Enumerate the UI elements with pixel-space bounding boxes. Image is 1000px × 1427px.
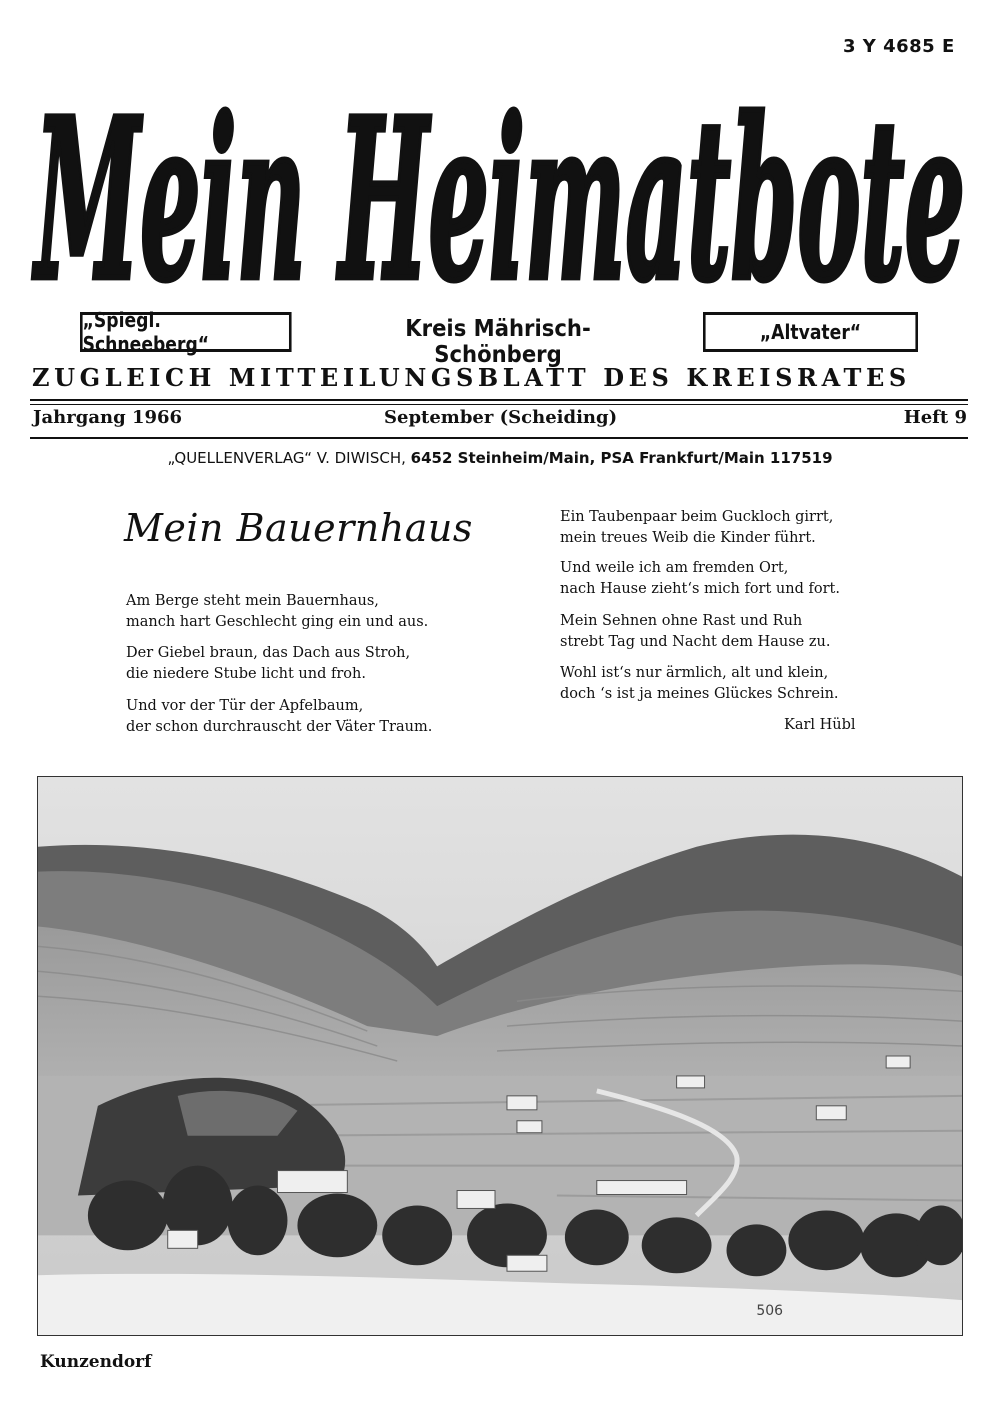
subtitle: ZUGLEICH MITTEILUNGSBLATT DES KREISRATES	[32, 363, 911, 392]
region-box-right: „Altvater“	[703, 312, 918, 352]
poem-line: der schon durchrauscht der Väter Traum.	[126, 719, 433, 735]
poem-line: Mein Sehnen ohne Rast und Ruh	[560, 613, 803, 629]
poem-line: doch ‘s ist ja meines Glückes Schrein.	[560, 686, 839, 702]
masthead-title	[28, 62, 973, 307]
poem-title: Mein Bauernhaus	[124, 506, 473, 550]
masthead-subbar	[80, 308, 918, 368]
kreis-label: Kreis Mährisch-Schönberg	[405, 316, 591, 368]
divider-top-thin	[30, 404, 968, 405]
poem-line: Und vor der Tür der Apfelbaum,	[126, 698, 364, 714]
heft-number: Heft 9	[903, 407, 967, 428]
poem-line: mein treues Weib die Kinder führt.	[560, 530, 816, 546]
divider-bottom	[30, 437, 968, 439]
poem-line: nach Hause zieht‘s mich fort und fort.	[560, 581, 840, 597]
stanza-right-2	[560, 558, 840, 600]
stanza-left-2	[126, 643, 410, 685]
poem-line: Und weile ich am fremden Ort,	[560, 560, 789, 576]
stanza-left-1	[126, 591, 428, 633]
stanza-right-1	[560, 507, 833, 549]
poem-line: Wohl ist‘s nur ärmlich, alt und klein,	[560, 665, 829, 681]
issue-code: 3 Y 4685 E	[843, 36, 955, 57]
jahrgang: Jahrgang 1966	[33, 407, 183, 428]
publisher-address: 6452 Steinheim/Main, PSA Frankfurt/Main 117519	[410, 449, 833, 467]
poem-line: Ein Taubenpaar beim Guckloch girrt,	[560, 509, 834, 525]
stanza-right-4	[560, 663, 839, 705]
photo-caption: Kunzendorf	[40, 1352, 152, 1372]
landscape-photo	[37, 776, 963, 1336]
poem-line: Der Giebel braun, das Dach aus Stroh,	[126, 645, 411, 661]
publisher-line	[0, 449, 1000, 467]
poem-line: die niedere Stube licht und froh.	[126, 666, 366, 682]
divider-top	[30, 399, 968, 401]
poem-author: Karl Hübl	[784, 717, 856, 733]
poem-line: strebt Tag und Nacht dem Hause zu.	[560, 634, 831, 650]
issue-month: September (Scheiding)	[384, 407, 618, 428]
stanza-right-3	[560, 611, 830, 653]
masthead-title-text: Mein Heimatbote	[31, 70, 966, 307]
poem-line: Am Berge steht mein Bauernhaus,	[126, 593, 379, 609]
publisher-name: „QUELLENVERLAG“ V. DIWISCH,	[167, 449, 411, 467]
photo-marking: 506	[756, 1303, 784, 1320]
poem-line: manch hart Geschlecht ging ein und aus.	[126, 614, 429, 630]
stanza-left-3	[126, 696, 432, 738]
region-box-left: „Spiegl. Schneeberg“	[80, 312, 292, 352]
